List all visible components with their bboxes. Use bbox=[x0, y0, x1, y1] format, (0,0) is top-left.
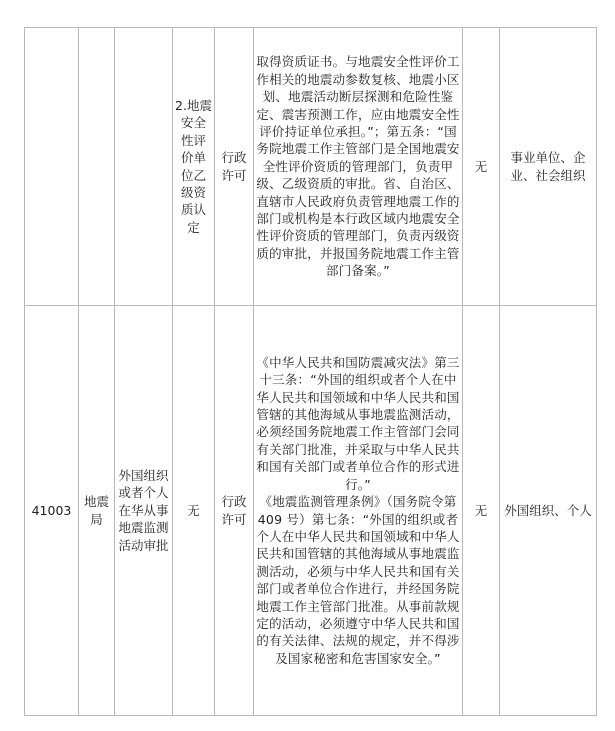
applicant-target-cell: 事业单位、企业、社会组织 bbox=[500, 28, 597, 306]
legal-basis-text: 取得资质证书。与地震安全性评价工作相关的地震动参数复核、地震小区划、地震活动断层探测和危险性鉴定、震害预测工作，应由地震安全性评价持证单位承担。”；第五条：“国务院地震工作主管部门是全国地震安全性评价资质的管理部门，负责甲级、乙级资质的审批。省、自治区、直辖市人民政府负责管理地震工作的部门或机构是本行政区域内地震安全性评价资质的管理部门，负责丙级资质的审批，并报国务院地震工作主管部门备案。” bbox=[256, 54, 460, 279]
fee-cell: 无 bbox=[463, 306, 500, 716]
sub-item-cell: 无 bbox=[173, 306, 215, 716]
legal-basis-cell bbox=[254, 28, 463, 306]
approval-items-table bbox=[24, 27, 597, 716]
table-row bbox=[25, 306, 597, 716]
department-cell bbox=[79, 28, 115, 306]
item-code-cell: 41003 bbox=[25, 306, 79, 716]
item-name-cell bbox=[115, 28, 173, 306]
item-code-cell bbox=[25, 28, 79, 306]
approval-type-cell: 行政许可 bbox=[215, 306, 254, 716]
item-name-cell: 外国组织或者个人在华从事地震监测活动审批 bbox=[115, 306, 173, 716]
sub-item-cell: 2.地震安全性评价单位乙级资质认定 bbox=[173, 28, 215, 306]
legal-basis-text: 《中华人民共和国防震减灾法》第三十三条：“外国的组织或者个人在中华人民共和国领域和中华人民共和国管辖的其他海域从事地震监测活动，必须经国务院地震工作主管部门会同有关部门批准，并采取与中华人民共和国有关部门或者单位合作的形式进行。” bbox=[256, 354, 460, 492]
approval-type-cell: 行政许可 bbox=[215, 28, 254, 306]
legal-basis-cell bbox=[254, 306, 463, 716]
department-cell: 地震局 bbox=[79, 306, 115, 716]
legal-basis-text: 《地震监测管理条例》（国务院令第 409 号）第七条：“外国的组织或者个人在中华人民共和国领域和中华人民共和国管辖的其他海域从事地震监测活动，必须与中华人民共和国有关部门或者单位合作进行，并经国务院地震工作主管部门批准。从事前款规定的活动，必须遵守中华人民共和国的有关法律、法规的规定，并不得涉及国家秘密和危害国家安全。” bbox=[256, 494, 460, 666]
applicant-target-cell: 外国组织、个人 bbox=[500, 306, 597, 716]
fee-cell: 无 bbox=[463, 28, 500, 306]
table-row bbox=[25, 28, 597, 306]
